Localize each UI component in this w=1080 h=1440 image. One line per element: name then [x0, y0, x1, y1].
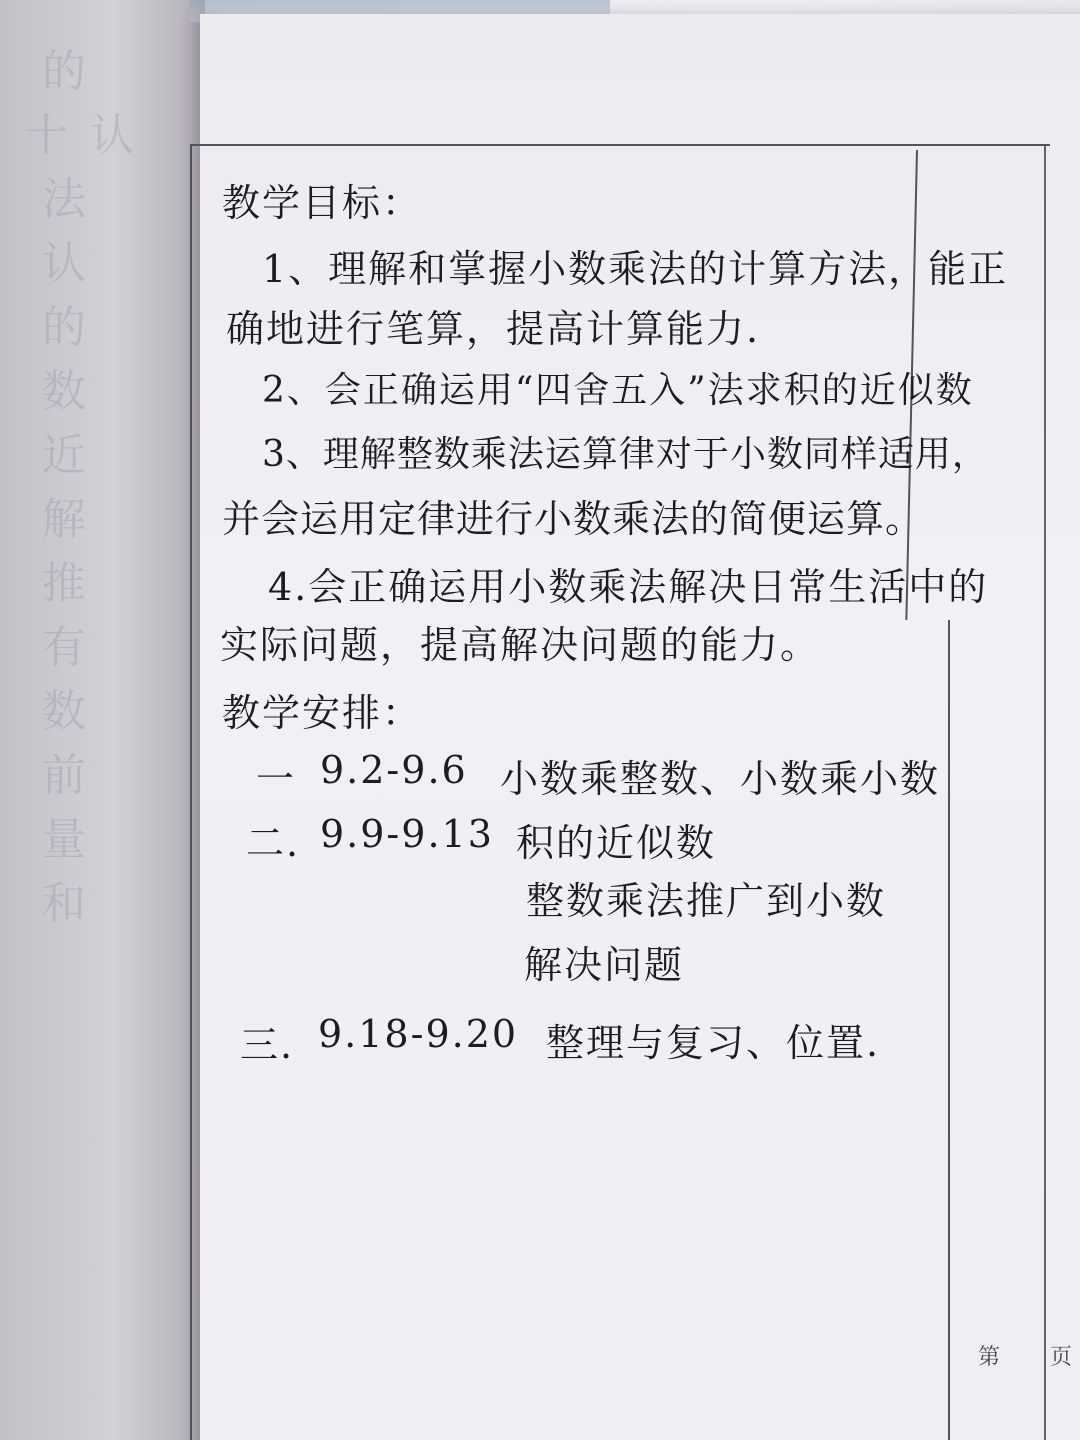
page-number-prefix: 第: [978, 1345, 1001, 1370]
schedule-row-2-topic-1: 积的近似数: [516, 821, 717, 865]
schedule-row-2-dates: 9.9-9.13: [320, 812, 494, 856]
schedule-heading: 教学安排：: [222, 691, 423, 735]
objectives-heading: 教学目标：: [222, 181, 423, 225]
schedule-row-3-topic: 整理与复习、位置.: [546, 1021, 881, 1065]
objective-1-line2: 确地进行笔算，提高计算能力.: [226, 307, 761, 351]
table-column-divider-lower: [948, 620, 950, 1440]
schedule-row-2-topic-2: 整数乘法推广到小数: [526, 879, 887, 923]
objective-4-line2: 实际问题，提高解决问题的能力。: [220, 623, 821, 667]
schedule-row-1-num: 一: [256, 757, 297, 801]
bleed-through-text: 的 十 认 法 认 的 数 近 解 推 有 数 前 量 和: [6, 46, 138, 929]
schedule-row-1-dates: 9.2-9.6: [320, 748, 468, 792]
schedule-row-2-topic-3: 解决问题: [524, 943, 685, 987]
schedule-row-3-dates: 9.18-9.20: [318, 1012, 519, 1056]
objective-1-line1: 1、理解和掌握小数乘法的计算方法，能正: [262, 247, 1009, 291]
objective-2-line1: 2、会正确运用“四舍五入”法求积的近似数: [262, 370, 974, 411]
page-number-suffix: 页: [1050, 1345, 1073, 1370]
objective-3-line1: 3、理解整数乘法运算律对于小数同样适用，: [262, 434, 989, 475]
objective-3-line2: 并会运用定律进行小数乘法的简便运算。: [222, 497, 925, 541]
schedule-row-3-num: 三.: [240, 1023, 295, 1067]
objective-4-line1: 4.会正确运用小数乘法解决日常生活中的: [268, 565, 989, 609]
table-border-left: [190, 144, 192, 1440]
left-page: [0, 0, 205, 1440]
schedule-row-2-num: 二.: [246, 821, 301, 865]
schedule-row-1-topic: 小数乘整数、小数乘小数: [500, 757, 941, 801]
table-border-right: [1044, 146, 1046, 1440]
table-border-top: [190, 144, 1050, 146]
